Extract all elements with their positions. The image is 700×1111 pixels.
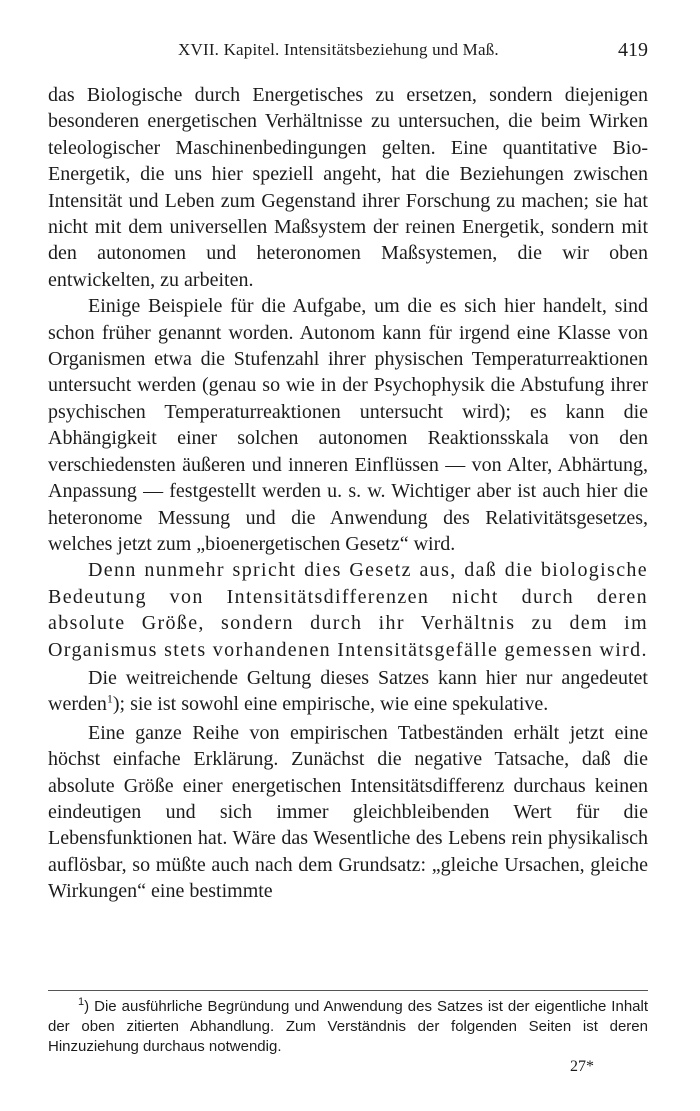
paragraph-5: Eine ganze Reihe von empirischen Tatbeständen erhält jetzt eine höchst einfache Erklärung. Zunächst die negative Tatsache, daß die absolute Größe einer energetischen Intensitätsdifferenz durchaus keinen eindeutigen und sich immer gleichbleibenden Wert für die Lebensfunktionen hat. Wäre das Wesentliche des Lebens rein physikalisch auflösbar, so müßte auch nach dem Grundsatz: „gleiche Ursachen, gleiche Wirkungen“ eine bestimmte (48, 721, 648, 903)
paragraph-4 (48, 665, 648, 718)
running-title: XVII. Kapitel. Intensitätsbeziehung und Maß. (178, 40, 499, 59)
paragraph-1: das Biologische durch Energetisches zu ersetzen, sondern diejenigen besonderen energetischen Verhältnisse zu untersuchen, die beim Wirken teleologischer Maschinenbedingungen gelten. Eine quantitative Bio-Energetik, die uns hier speziell angeht, hat die Beziehungen zwischen Intensität und Leben zum Gegenstand ihrer Forschung zu machen; sie hat nicht mit dem universellen Maßsystem der reinen Energetik, sondern mit den autonomen und heteronomen Maßsystemen, die wir oben entwickelten, zu arbeiten. (48, 84, 648, 291)
paragraph-2: Einige Beispiele für die Aufgabe, um die es sich hier handelt, sind schon früher genannt worden. Autonom kann für irgend eine Klasse von Organismen etwa die Stufenzahl ihrer physischen Temperaturreaktionen untersucht werden (genau so wie in der Psychophysik die Abstufung ihrer psychischen Temperaturreaktionen untersucht wird); es kann die Abhängigkeit einer solchen autonomen Reaktionsskala von den verschiedensten äußeren und inneren Einflüssen — von Alter, Abhärtung, Anpassung — festgestellt werden u. s. w. Wichtiger aber ist auch hier die heteronome Messung und die Anwendung des Relativitätsgesetzes, welches jetzt zum „bioenergetischen Gesetz“ wird. (48, 295, 648, 555)
paragraph-4-text: Die weitreichende Geltung dieses Satzes kann hier nur angedeutet werden (48, 666, 648, 716)
paragraph-3: Denn nunmehr spricht dies Gesetz aus, daß die biologische Bedeutung von Intensitätsdifferenzen nicht durch deren absolute Größe, sondern durch ihr Verhältnis zu dem im Organismus stets vorhandenen Intensitätsgefälle gemessen wird. (48, 559, 648, 661)
running-header (48, 40, 648, 70)
signature-mark: 27* (570, 1058, 594, 1075)
paragraph-4-tail: ); sie ist sowohl eine empirische, wie eine spekulative. (112, 693, 549, 716)
main-text (48, 82, 648, 905)
footnote-divider (48, 990, 648, 991)
footnote-reference: 1 (106, 691, 113, 706)
footnote (48, 997, 648, 1057)
footnote-text: ) Die ausführliche Begründung und Anwendung des Satzes ist der eigentliche Inhalt der oben zitierten Abhandlung. Zum Verständnis der folgenden Seiten ist deren Hinzuziehung durchaus notwendig. (48, 998, 648, 1055)
page-number: 419 (618, 39, 648, 61)
footnote-marker: 1 (78, 996, 85, 1008)
